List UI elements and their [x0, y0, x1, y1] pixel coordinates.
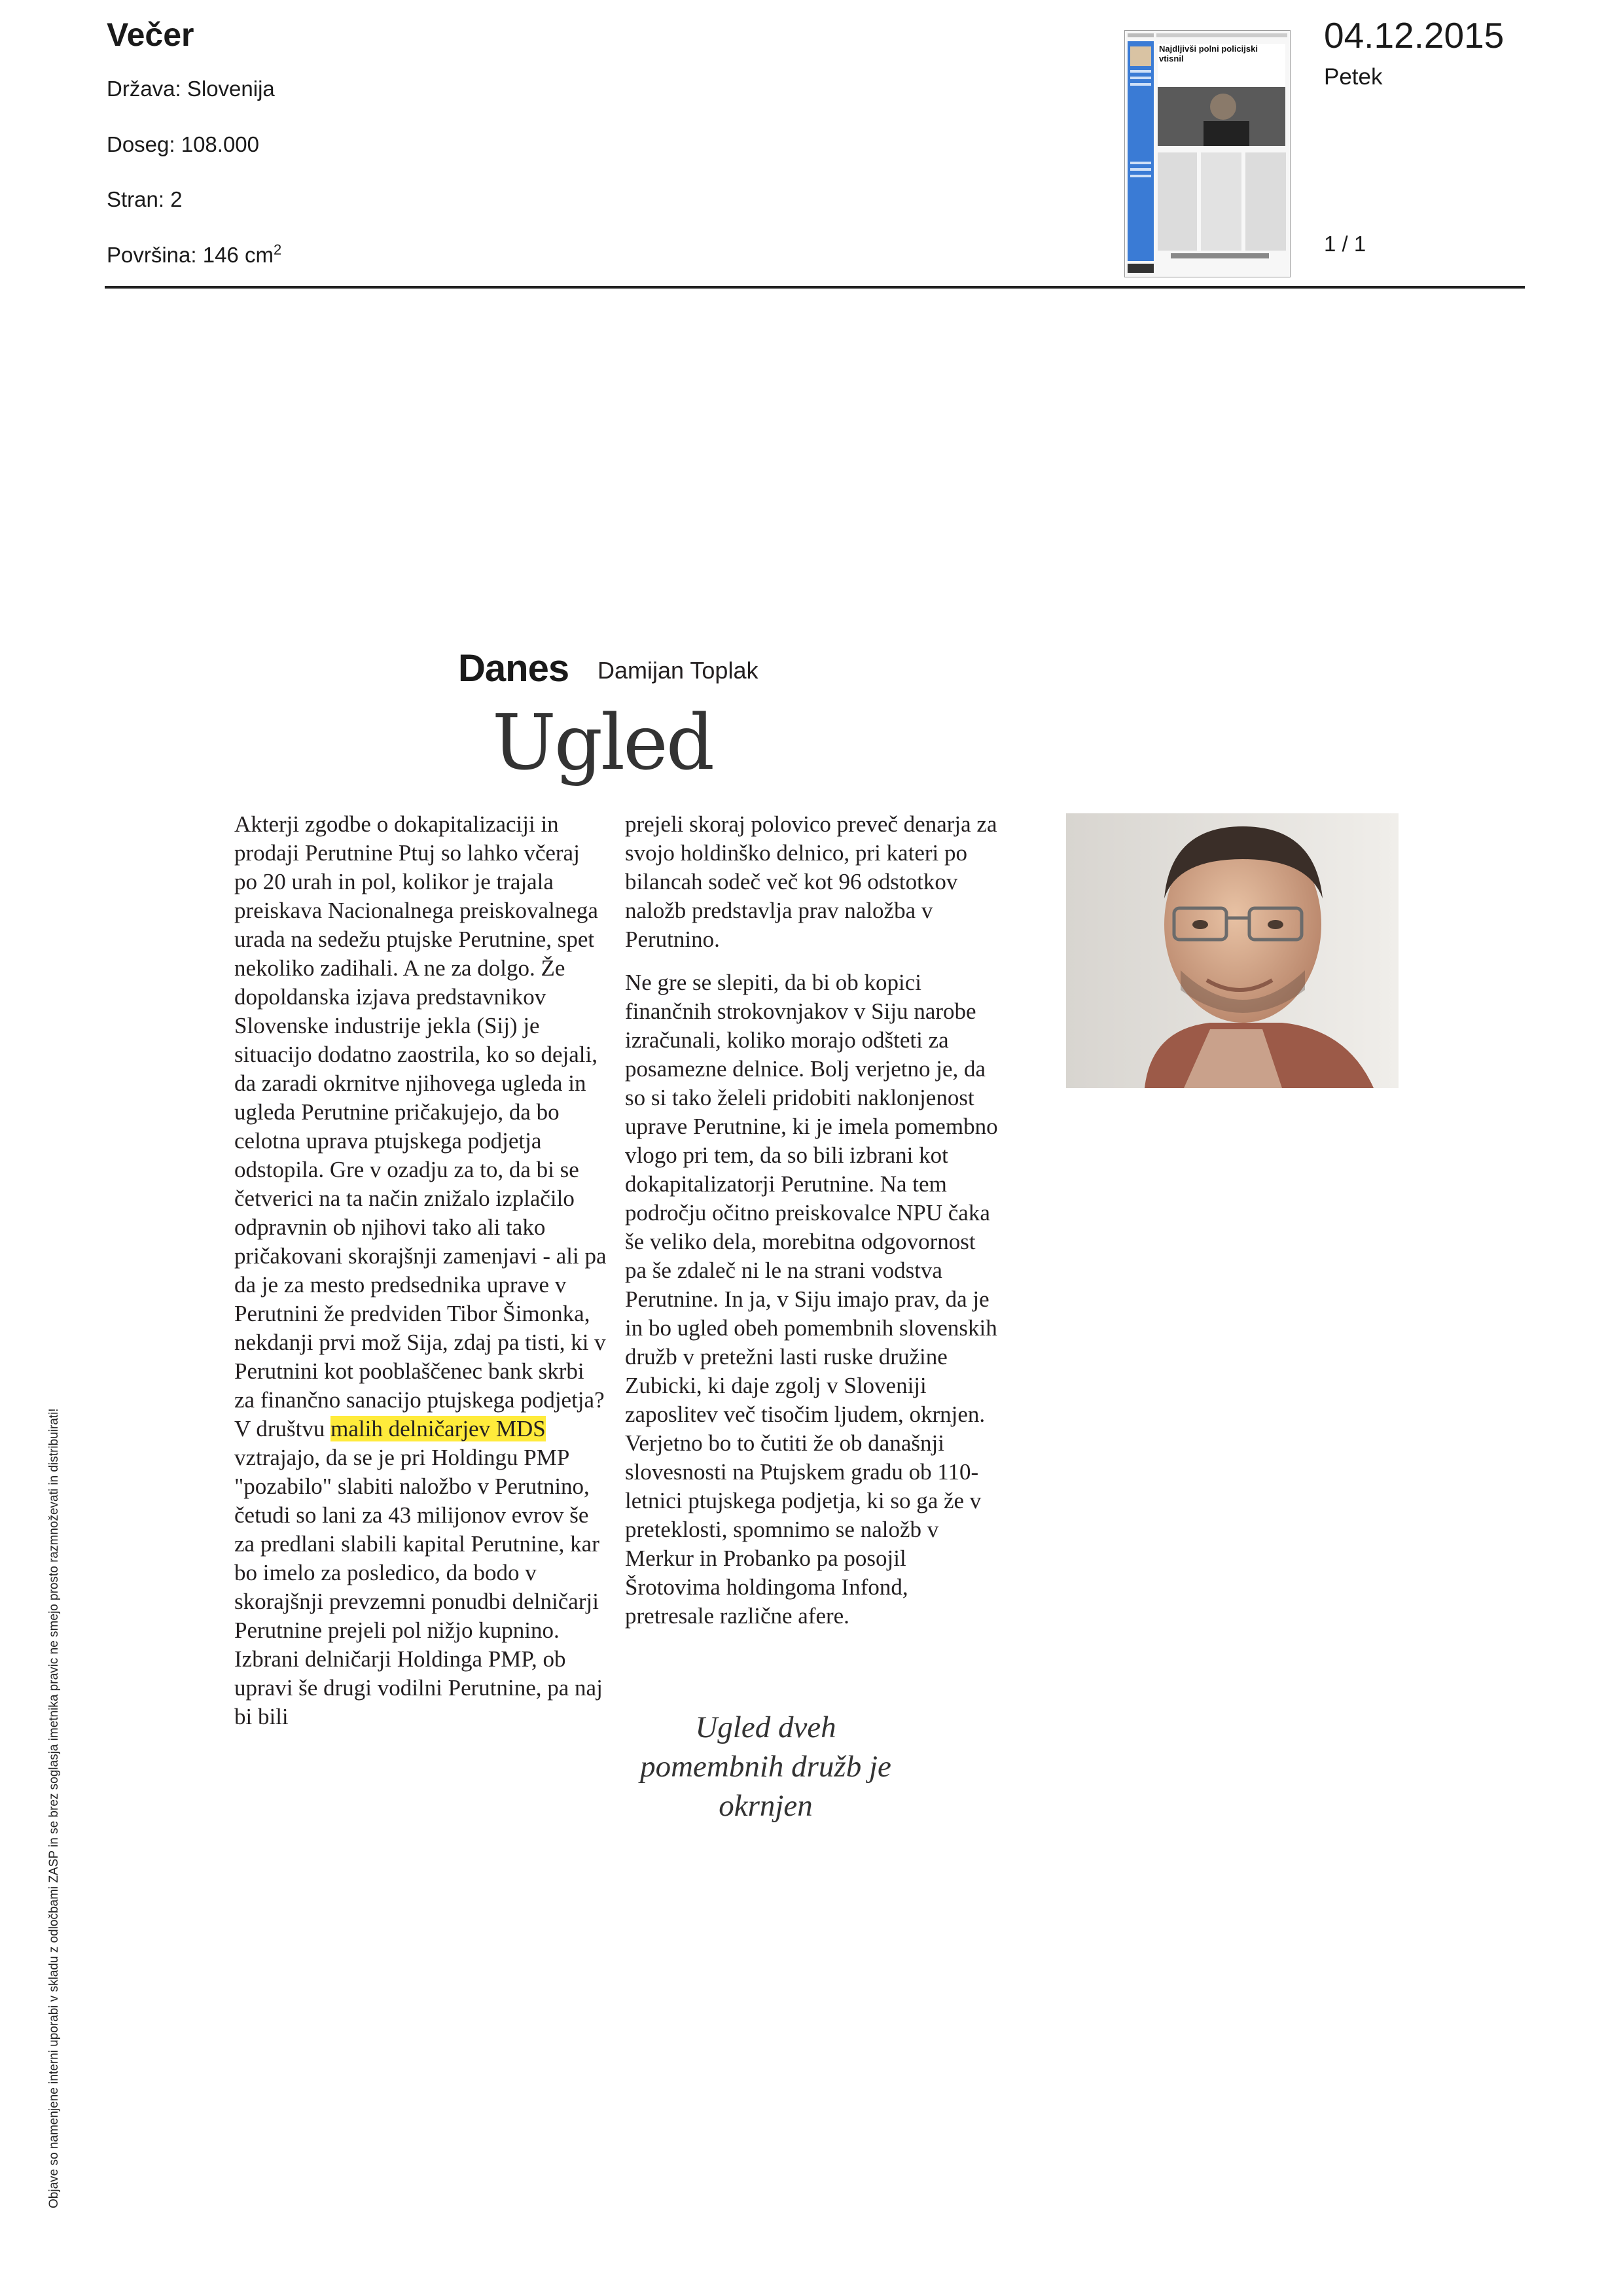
- area-label: [107, 241, 281, 268]
- article-title: Ugled: [492, 699, 713, 787]
- page-count: 1 / 1: [1324, 232, 1366, 256]
- page-label: Stran: 2: [107, 187, 183, 211]
- article-column-2: [625, 810, 998, 1631]
- copyright-notice: Objave so namenjene interni uporabi v skladu z odločbami ZASP in se brez soglasja imetnika pravic ne smejo prosto razmnoževati in distribuirati!: [47, 1408, 61, 2208]
- article-rubric: Danes: [458, 647, 569, 690]
- paragraph-start: V društvu: [234, 1416, 331, 1441]
- paragraph: Akterji zgodbe o dokapitalizaciji in prodaji Perutnine Ptuj so lahko včeraj po 20 urah in pol, kolikor je trajala preiskava Nacionalnega preiskovalnega urada na sedežu ptujske Perutnine, spet nekoliko zadihali. A ne za dolgo. Že dopoldanska izjava predstavnikov Slovenske industrije jekla (Sij) je situacijo dodatno zaostrila, ko so dejali, da zaradi okrnitve njihovega ugleda in ugleda Perutnine pričakujejo, da bo celotna uprava ptujskega podjetja odstopila. Gre v ozadju za to, da bi se četverici na ta način znižalo izplačilo odpravnin ob njihovi tako ali tako pričakovani skorajšnji zamenjavi - ali pa da je za mesto predsednika uprave v Perutnini že predviden Tibor Šimonka, nekdanji prvi mož Sija, zdaj pa tisti, ki v Perutnini kot pooblaščenec bank skrbi za finančno sanacijo ptujskega podjetja?: [234, 811, 607, 1413]
- weekday: Petek: [1324, 64, 1383, 90]
- paragraph: Ne gre se slepiti, da bi ob kopici finančnih strokovnjakov v Siju narobe izračunali, koliko morajo odšteti za posamezne delnice. Bolj verjetno je, da so si tako želeli pridobiti naklonjenost uprave Perutnine, ki je imela pomembno vlogo pri tem, da so bili izbrani kot dokapitalizatorji Perutnine. Na tem področju očitno preiskovalce NPU čaka še veliko dela, morebitna odgovornost pa še zdaleč ni le na strani vodstva Perutnine. In ja, v Siju imajo prav, da je in bo ugled obeh pomembnih slovenskih družb v pretežni lasti ruske družine Zubicki, ki daje zgolj v Sloveniji zaposlitev več tisočim ljudem, okrnjen. Verjetno bo to čutiti že ob današnji slovesnosti na Ptujskem gradu ob 110-letnici ptujskega podjetja, ki so ga že v preteklosti, spomnimo se naložb v Merkur in Probanko pa posojil Šrotovima holdingoma Infond, pretresale različne afere.: [625, 970, 998, 1629]
- area-value: Površina: 146 cm: [107, 243, 274, 267]
- page-thumbnail[interactable]: [1124, 30, 1291, 277]
- page-thumbnail-graphic: [1125, 31, 1290, 277]
- author-portrait: [1066, 813, 1399, 1088]
- country-label: Država: Slovenija: [107, 77, 275, 101]
- pull-quote: Ugled dveh pomembnih družb je okrnjen: [640, 1710, 891, 1823]
- reach-label: Doseg: 108.000: [107, 132, 260, 156]
- highlighted-text: malih delničarjev MDS: [330, 1416, 546, 1441]
- author-portrait-image: [1066, 813, 1399, 1088]
- paragraph: [234, 1415, 607, 1731]
- paragraph-rest: vztrajajo, da se je pri Holdingu PMP "pozabilo" slabiti naložbo v Perutnino, četudi so lani za 43 milijonov evrov še za predlani slabili kapital Perutnine, kar bo imelo za posledico, da bodo v skorajšnji prevzemni ponudbi delničarji Perutnine prejeli pol nižjo kupnino. Izbrani delničarji Holdinga PMP, ob upravi še drugi vodilni Perutnine, pa naj bi bili: [234, 1445, 603, 1729]
- paragraph: prejeli skoraj polovico preveč denarja za svojo holdinško delnico, pri kateri po bilancah sodeč več kot 96 odstotkov naložb predstavlja prav naložba v Perutnino.: [625, 811, 997, 952]
- area-exponent: 2: [273, 241, 282, 258]
- article-column-1: [234, 810, 607, 1731]
- thumbnail-headline: Najdljivši polni policijski vtisnil: [1159, 44, 1258, 63]
- publication-name: Večer: [107, 16, 194, 53]
- publication-date: 04.12.2015: [1324, 15, 1505, 56]
- article-author: Damijan Toplak: [597, 657, 758, 684]
- header-divider: [105, 286, 1525, 289]
